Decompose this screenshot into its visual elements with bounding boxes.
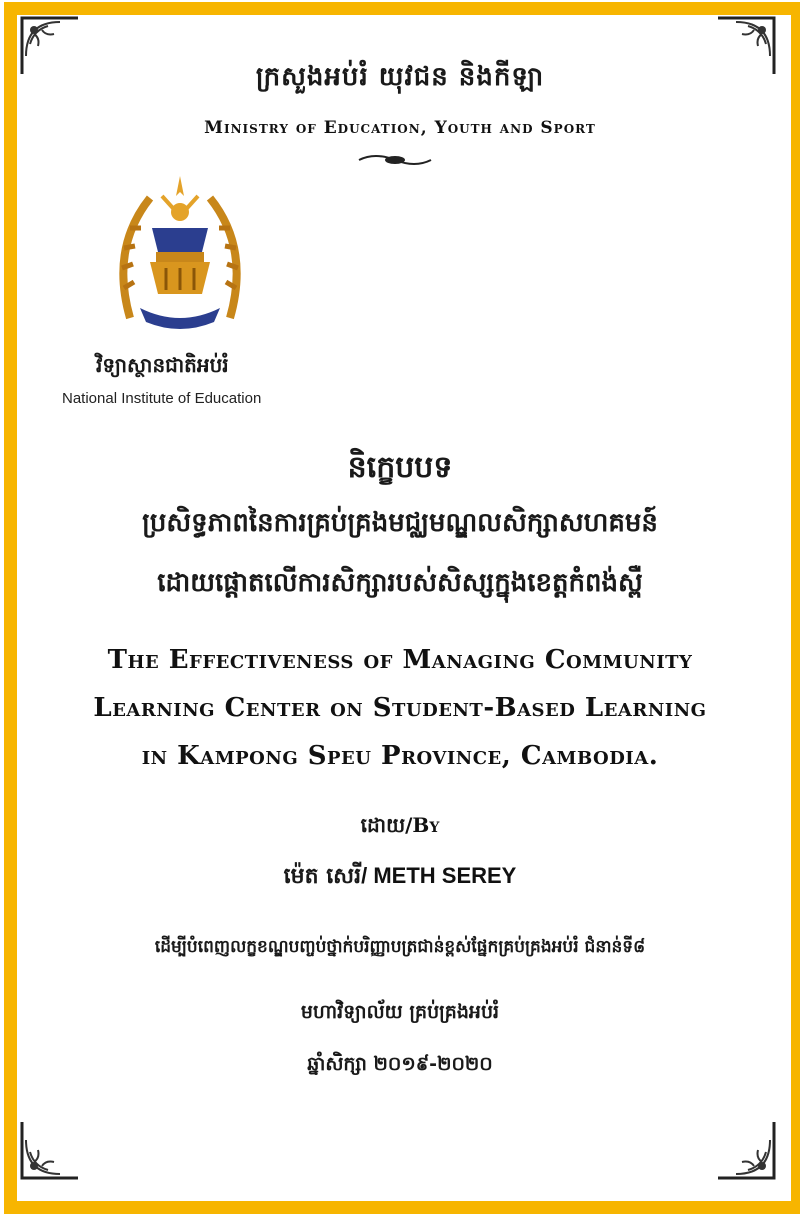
- ministry-name-khmer: ក្រសួងអប់រំ យុវជន និងកីឡា: [255, 62, 545, 92]
- institute-emblem-logo: [110, 168, 250, 338]
- author-name: [0, 862, 800, 894]
- ministry-name-english: Ministry of Education, Youth and Sport: [204, 118, 596, 138]
- by-label-english: /By: [405, 813, 440, 837]
- thesis-title-english-line1: The Effectiveness of Managing Community: [107, 645, 693, 675]
- degree-statement-khmer: ដើម្បីបំពេញលក្ខខណ្ឌបញ្ចប់ថ្នាក់បរិញ្ញាបត្រជាន់ខ្ពស់ផ្នែកគ្រប់គ្រងអប់រំ ជំនាន់ទី៨: [154, 937, 646, 957]
- divider-ornament-icon: [355, 152, 435, 168]
- corner-ornament-bottom-right: [716, 1120, 776, 1180]
- author-name-khmer: ម៉េត សេរី: [283, 864, 362, 889]
- corner-ornament-bottom-left: [20, 1120, 80, 1180]
- academic-year-khmer: ឆ្នាំសិក្សា ២០១៩-២០២០: [307, 1053, 493, 1075]
- thesis-label-khmer: និក្ខេបបទ: [347, 450, 453, 485]
- institute-name-khmer: វិទ្យាស្ថានជាតិអប់រំ: [96, 353, 229, 377]
- department-khmer: មហាវិទ្យាល័យ គ្រប់គ្រងអប់រំ: [300, 1001, 500, 1023]
- thesis-title-english-line2: Learning Center on Student-Based Learning: [93, 693, 707, 723]
- by-label-khmer: ដោយ: [360, 813, 406, 837]
- thesis-title-khmer-line2: ដោយផ្តោតលើការសិក្សារបស់សិស្សក្នុងខេត្តកំពង់ស្ពឺ: [157, 568, 643, 598]
- by-line: [0, 812, 800, 842]
- thesis-title-khmer-line1: ប្រសិទ្ធភាពនៃការគ្រប់គ្រងមជ្ឈមណ្ឌលសិក្សាសហគមន៍: [142, 508, 658, 538]
- thesis-title-english-line3: in Kampong Speu Province, Cambodia.: [141, 741, 659, 771]
- author-name-english: / METH SEREY: [361, 863, 517, 888]
- institute-name-english: National Institute of Education: [62, 390, 262, 407]
